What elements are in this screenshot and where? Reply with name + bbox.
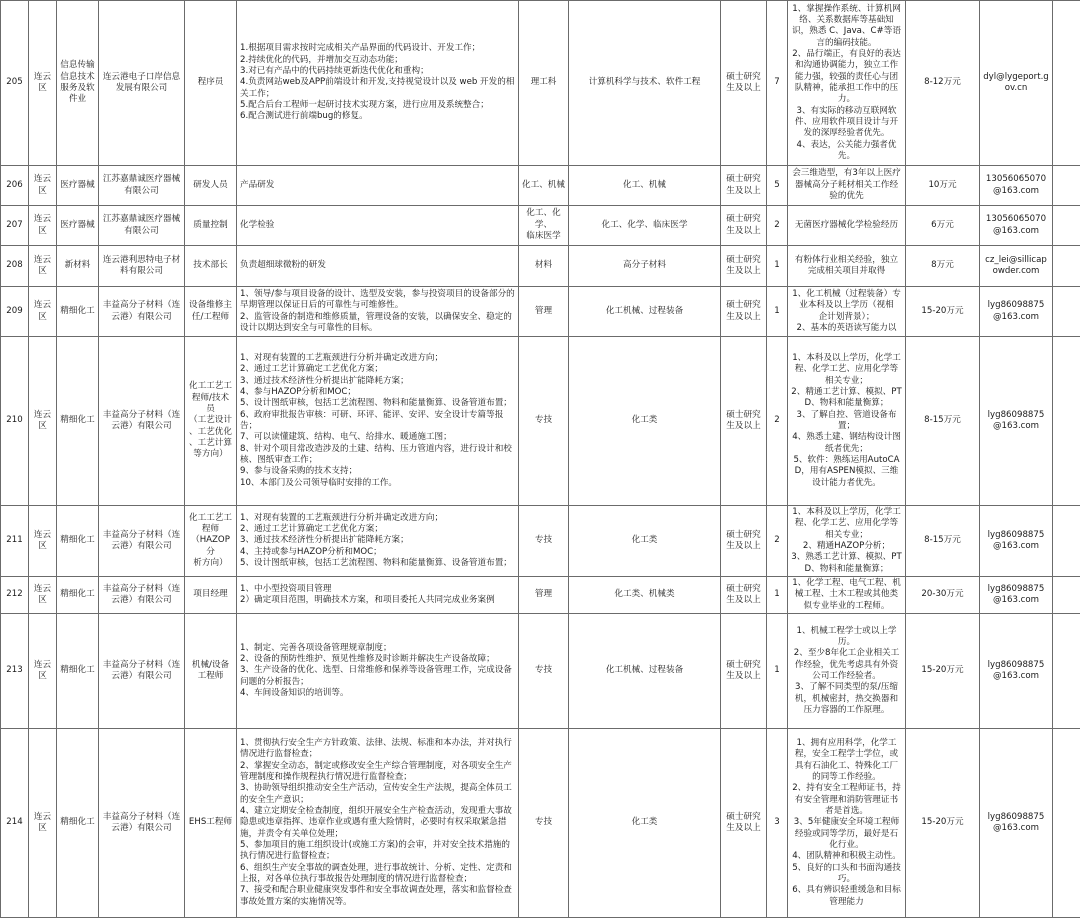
salary-cell: 10万元 bbox=[906, 166, 980, 206]
contact-cell: lyg86098875 @163.com bbox=[980, 287, 1053, 337]
major-cell: 化工机械、过程装备 bbox=[569, 614, 721, 729]
count-cell: 1 bbox=[767, 287, 788, 337]
district-cell: 连云区 bbox=[29, 1, 57, 166]
industry-cell: 精细化工 bbox=[57, 287, 99, 337]
category-cell: 专技 bbox=[519, 729, 569, 918]
major-cell: 计算机科学与技术、软件工程 bbox=[569, 1, 721, 166]
industry-cell: 信息传输 信息技术 服务及软 件业 bbox=[57, 1, 99, 166]
education-cell: 硕士研究 生及以上 bbox=[721, 166, 767, 206]
position-cell: 设备维修主 任/工程师 bbox=[185, 287, 237, 337]
empty-cell bbox=[1053, 577, 1080, 614]
position-cell: 项目经理 bbox=[185, 577, 237, 614]
position-cell: 技术部长 bbox=[185, 246, 237, 287]
table-row bbox=[1, 729, 1080, 918]
contact-cell: lyg86098875 @163.com bbox=[980, 506, 1053, 577]
district-cell: 连云区 bbox=[29, 577, 57, 614]
contact-cell: dyl@lygeport.gov.cn bbox=[980, 1, 1053, 166]
education-cell: 硕士研究 生及以上 bbox=[721, 287, 767, 337]
category-cell: 管理 bbox=[519, 577, 569, 614]
district-cell: 连云区 bbox=[29, 166, 57, 206]
empty-cell bbox=[1053, 1, 1080, 166]
category-cell: 专技 bbox=[519, 614, 569, 729]
table-row bbox=[1, 246, 1080, 287]
row-number: 211 bbox=[1, 506, 29, 577]
duties-cell: 1、对现有装置的工艺瓶颈进行分析并确定改进方向； 2、通过工艺计算确定工艺优化方案； 3、通过技术经济性分析提出扩能降耗方案； 4、主持或参与HAZOP分析和MOC； 5、设计图纸审核，包括工艺流程图、物料和能量衡算、设备管道布置； bbox=[237, 506, 519, 577]
major-cell: 化工类、机械类 bbox=[569, 577, 721, 614]
contact-cell: 13056065070 @163.com bbox=[980, 166, 1053, 206]
salary-cell: 8万元 bbox=[906, 246, 980, 287]
duties-cell: 化学检验 bbox=[237, 206, 519, 246]
company-cell: 丰益高分子材料（连 云港）有限公司 bbox=[99, 287, 185, 337]
position-cell: 化工工艺工 程师 （HAZOP分 析方向） bbox=[185, 506, 237, 577]
duties-cell: 1、领导/参与项目设备的设计、选型及安装，参与投资项目的设备部分的早期管理以保证日后的可靠性与可维修性。 2、监管设备的制造和维修质量，管理设备的安装，以确保安全、稳定的设计以期达到安全与可靠性的目标。 bbox=[237, 287, 519, 337]
duties-cell: 1、贯彻执行安全生产方针政策、法律、法规、标准和本办法，并对执行情况进行监督检查； 2、掌握安全动态，制定或修改安全生产综合管理制度，对各项安全生产管理制度和操作规程执行情况进行监督检查； 3、协助领导组织推动安全生产活动，宣传安全生产法规，提高全体员工的安全生产意识； 4、建立定期安全检查制度，组织开展安全生产检查活动，发现重大事故隐患或违章指挥、违章作业或遇有重大险情时，必要时有权采取紧急措施，并责令有关单位处理； 5、参加项目的施工组织设计(或施工方案)的会审，并对安全技术措施的执行情况进行监督检查； 6、组织生产安全事故的调查处理，进行事故统计、分析、定性、定责和上报，对各单位执行事故报告处理制度的情况进行监督检查； 7、接受和配合职业健康突发事件和安全事故调查处理，落实和监督检查事故处置方案的实施情况等。 bbox=[237, 729, 519, 918]
education-cell: 硕士研究 生及以上 bbox=[721, 1, 767, 166]
contact-cell: lyg86098875 @163.com bbox=[980, 614, 1053, 729]
empty-cell bbox=[1053, 287, 1080, 337]
count-cell: 1 bbox=[767, 246, 788, 287]
category-cell: 化工、机械 bbox=[519, 166, 569, 206]
duties-cell: 1、制定、完善各项设备管理规章制度； 2、设备的预防性维护、预见性维修及时诊断并解决生产设备故障； 3、生产设备的优化、选型、日常维修和保养等设备管理工作，完成设备问题的分析报告； 4、车间设备知识的培训等。 bbox=[237, 614, 519, 729]
requirements-cell: 无菌医疗器械化学检验经历 bbox=[788, 206, 906, 246]
count-cell: 1 bbox=[767, 614, 788, 729]
category-cell: 专技 bbox=[519, 506, 569, 577]
requirements-cell: 1、本科及以上学历，化学工程、化学工艺、应用化学等相关专业； 2、精通HAZOP分析； 3、熟悉工艺计算、模拟、PTD、物料和能量衡算； bbox=[788, 506, 906, 577]
requirements-cell: 1、拥有应用科学，化学工程，安全工程学士学位，或具有石油化工、特殊化工厂的同等工作经验。 2、持有安全工程师证书，持有安全管理和消防管理证书者是首选。 3、5年健康安全环境工程师经验或同等学历，最好是石化行业。 4、团队精神和积极主动性。 5、良好的口头和书面沟通技巧。 6、具有辨识轻重缓急和目标管理能力 bbox=[788, 729, 906, 918]
empty-cell bbox=[1053, 614, 1080, 729]
row-number: 205 bbox=[1, 1, 29, 166]
district-cell: 连云区 bbox=[29, 506, 57, 577]
category-cell: 理工科 bbox=[519, 1, 569, 166]
major-cell: 高分子材料 bbox=[569, 246, 721, 287]
salary-cell: 15-20万元 bbox=[906, 729, 980, 918]
industry-cell: 医疗器械 bbox=[57, 206, 99, 246]
salary-cell: 8-15万元 bbox=[906, 337, 980, 506]
empty-cell bbox=[1053, 246, 1080, 287]
count-cell: 2 bbox=[767, 206, 788, 246]
education-cell: 硕士研究 生及以上 bbox=[721, 577, 767, 614]
category-cell: 化工、化学、 临床医学 bbox=[519, 206, 569, 246]
district-cell: 连云区 bbox=[29, 206, 57, 246]
count-cell: 2 bbox=[767, 506, 788, 577]
salary-cell: 15-20万元 bbox=[906, 614, 980, 729]
duties-cell: 1、对现有装置的工艺瓶颈进行分析并确定改进方向； 2、通过工艺计算确定工艺优化方案； 3、通过技术经济性分析提出扩能降耗方案； 4、参与HAZOP分析和MOC； 5、设计图纸审核，包括工艺流程图、物料和能量衡算、设备管道布置； 6、政府审批报告审核：可研、环评、能评、安评、安全设计专篇等报告； 7、可以读懂建筑、结构、电气、给排水、暖通施工图； 8、针对个项目常改造涉及的土建、结构、压力管道内容，进行设计和校核、图纸审查工作； 9、参与设备采购的技术支持； 10、本部门及公司领导临时安排的工作。 bbox=[237, 337, 519, 506]
count-cell: 1 bbox=[767, 577, 788, 614]
table-row bbox=[1, 206, 1080, 246]
industry-cell: 精细化工 bbox=[57, 577, 99, 614]
industry-cell: 精细化工 bbox=[57, 506, 99, 577]
company-cell: 江苏嘉鼎诚医疗器械 有限公司 bbox=[99, 206, 185, 246]
education-cell: 硕士研究 生及以上 bbox=[721, 246, 767, 287]
count-cell: 3 bbox=[767, 729, 788, 918]
table-row bbox=[1, 506, 1080, 577]
empty-cell bbox=[1053, 337, 1080, 506]
duties-cell: 1.根据项目需求按时完成相关产品界面的代码设计、开发工作； 2.持续优化的代码，并增加交互动态功能； 3.对已有产品中的代码持续更新迭代优化和重构； 4.负责网站web及APP前端设计和开发,支持视觉设计以及 web 开发的相关工作； 5.配合后台工程师一起研讨技术实现方案，进行应用及系统整合； 6.配合测试进行前端bug的修复。 bbox=[237, 1, 519, 166]
row-number: 208 bbox=[1, 246, 29, 287]
requirements-cell: 1、掌握操作系统、计算机网络、关系数据库等基础知识，熟悉 C、Java、C#等语言的编码技能。 2、品行端正，有良好的表达和沟通协调能力，独立工作能力强，较强的责任心与团队精神，能承担工作中的压力。 3、有实际的移动互联网软件、应用软件项目设计与开发的深厚经验者优先。 4、表达，公关能力强者优先。 bbox=[788, 1, 906, 166]
education-cell: 硕士研究 生及以上 bbox=[721, 729, 767, 918]
position-cell: 机械/设备 工程师 bbox=[185, 614, 237, 729]
requirements-cell: 1、机械工程学士或以上学历。 2、至少8年化工企业相关工作经验，优先考虑具有外资公司工作经验者。 3、了解不同类型的泵/压缩机，机械密封，热交换器和压力容器的工作原理。 bbox=[788, 614, 906, 729]
salary-cell: 20-30万元 bbox=[906, 577, 980, 614]
row-number: 213 bbox=[1, 614, 29, 729]
company-cell: 连云港利思特电子材 料有限公司 bbox=[99, 246, 185, 287]
company-cell: 丰益高分子材料（连 云港）有限公司 bbox=[99, 577, 185, 614]
industry-cell: 精细化工 bbox=[57, 337, 99, 506]
industry-cell: 精细化工 bbox=[57, 729, 99, 918]
major-cell: 化工类 bbox=[569, 506, 721, 577]
contact-cell: lyg86098875 @163.com bbox=[980, 729, 1053, 918]
duties-cell: 1、中小型投资项目管理 2）确定项目范围，明确技术方案，和项目委托人共同完成业务案例 bbox=[237, 577, 519, 614]
education-cell: 硕士研究 生及以上 bbox=[721, 206, 767, 246]
major-cell: 化工、机械 bbox=[569, 166, 721, 206]
industry-cell: 新材料 bbox=[57, 246, 99, 287]
industry-cell: 精细化工 bbox=[57, 614, 99, 729]
table-row bbox=[1, 577, 1080, 614]
position-cell: 质量控制 bbox=[185, 206, 237, 246]
row-number: 214 bbox=[1, 729, 29, 918]
company-cell: 丰益高分子材料（连 云港）有限公司 bbox=[99, 506, 185, 577]
contact-cell: lyg86098875 @163.com bbox=[980, 337, 1053, 506]
table-row bbox=[1, 337, 1080, 506]
industry-cell: 医疗器械 bbox=[57, 166, 99, 206]
requirements-cell: 1、化工机械（过程装备）专业本科及以上学历（视相 企计划背景）； 2、基本的英语读写能力以 bbox=[788, 287, 906, 337]
salary-cell: 8-15万元 bbox=[906, 506, 980, 577]
table-row bbox=[1, 1, 1080, 166]
position-cell: 程序员 bbox=[185, 1, 237, 166]
empty-cell bbox=[1053, 166, 1080, 206]
duties-cell: 产品研发 bbox=[237, 166, 519, 206]
contact-cell: 13056065070 @163.com bbox=[980, 206, 1053, 246]
position-cell: EHS工程师 bbox=[185, 729, 237, 918]
category-cell: 专技 bbox=[519, 337, 569, 506]
row-number: 206 bbox=[1, 166, 29, 206]
district-cell: 连云区 bbox=[29, 337, 57, 506]
major-cell: 化工、化学、临床医学 bbox=[569, 206, 721, 246]
education-cell: 硕士研究 生及以上 bbox=[721, 614, 767, 729]
company-cell: 丰益高分子材料（连 云港）有限公司 bbox=[99, 614, 185, 729]
row-number: 207 bbox=[1, 206, 29, 246]
position-cell: 化工工艺工 程师/技术 员 （工艺设计 、工艺优化 、工艺计算 等方向） bbox=[185, 337, 237, 506]
education-cell: 硕士研究 生及以上 bbox=[721, 506, 767, 577]
major-cell: 化工机械、过程装备 bbox=[569, 287, 721, 337]
row-number: 209 bbox=[1, 287, 29, 337]
company-cell: 丰益高分子材料（连 云港）有限公司 bbox=[99, 337, 185, 506]
table-row bbox=[1, 614, 1080, 729]
major-cell: 化工类 bbox=[569, 729, 721, 918]
table-row bbox=[1, 287, 1080, 337]
requirements-cell: 1、化学工程、电气工程、机械工程、土木工程或其他类似专业毕业的工程师。 bbox=[788, 577, 906, 614]
count-cell: 7 bbox=[767, 1, 788, 166]
empty-cell bbox=[1053, 506, 1080, 577]
salary-cell: 8-12万元 bbox=[906, 1, 980, 166]
company-cell: 江苏嘉鼎诚医疗器械 有限公司 bbox=[99, 166, 185, 206]
district-cell: 连云区 bbox=[29, 287, 57, 337]
row-number: 210 bbox=[1, 337, 29, 506]
requirements-cell: 1、本科及以上学历，化学工程、化学工艺、应用化学等相关专业； 2、精通工艺计算、模拟、PTD、物料和能量衡算； 3、了解自控、管道设备布置； 4、熟悉土建、钢结构设计图纸者优先； 5、软件：熟练运用AutoCAD，用有ASPEN模拟、三维设计能力者优先。 bbox=[788, 337, 906, 506]
category-cell: 管理 bbox=[519, 287, 569, 337]
empty-cell bbox=[1053, 206, 1080, 246]
duties-cell: 负责超细球微粉的研发 bbox=[237, 246, 519, 287]
row-number: 212 bbox=[1, 577, 29, 614]
major-cell: 化工类 bbox=[569, 337, 721, 506]
table-row bbox=[1, 166, 1080, 206]
district-cell: 连云区 bbox=[29, 614, 57, 729]
count-cell: 2 bbox=[767, 337, 788, 506]
position-cell: 研发人员 bbox=[185, 166, 237, 206]
salary-cell: 6万元 bbox=[906, 206, 980, 246]
requirements-cell: 会三维造型，有3年以上医疗器械高分子耗材相关工作经验的优先 bbox=[788, 166, 906, 206]
count-cell: 5 bbox=[767, 166, 788, 206]
contact-cell: cz_lei@sillicapowder.com bbox=[980, 246, 1053, 287]
district-cell: 连云区 bbox=[29, 729, 57, 918]
contact-cell: lyg86098875 @163.com bbox=[980, 577, 1053, 614]
salary-cell: 15-20万元 bbox=[906, 287, 980, 337]
education-cell: 硕士研究 生及以上 bbox=[721, 337, 767, 506]
company-cell: 丰益高分子材料（连 云港）有限公司 bbox=[99, 729, 185, 918]
empty-cell bbox=[1053, 729, 1080, 918]
company-cell: 连云港电子口岸信息 发展有限公司 bbox=[99, 1, 185, 166]
requirements-cell: 有粉体行业相关经验，独立完成相关项目并取得 bbox=[788, 246, 906, 287]
category-cell: 材料 bbox=[519, 246, 569, 287]
district-cell: 连云区 bbox=[29, 246, 57, 287]
